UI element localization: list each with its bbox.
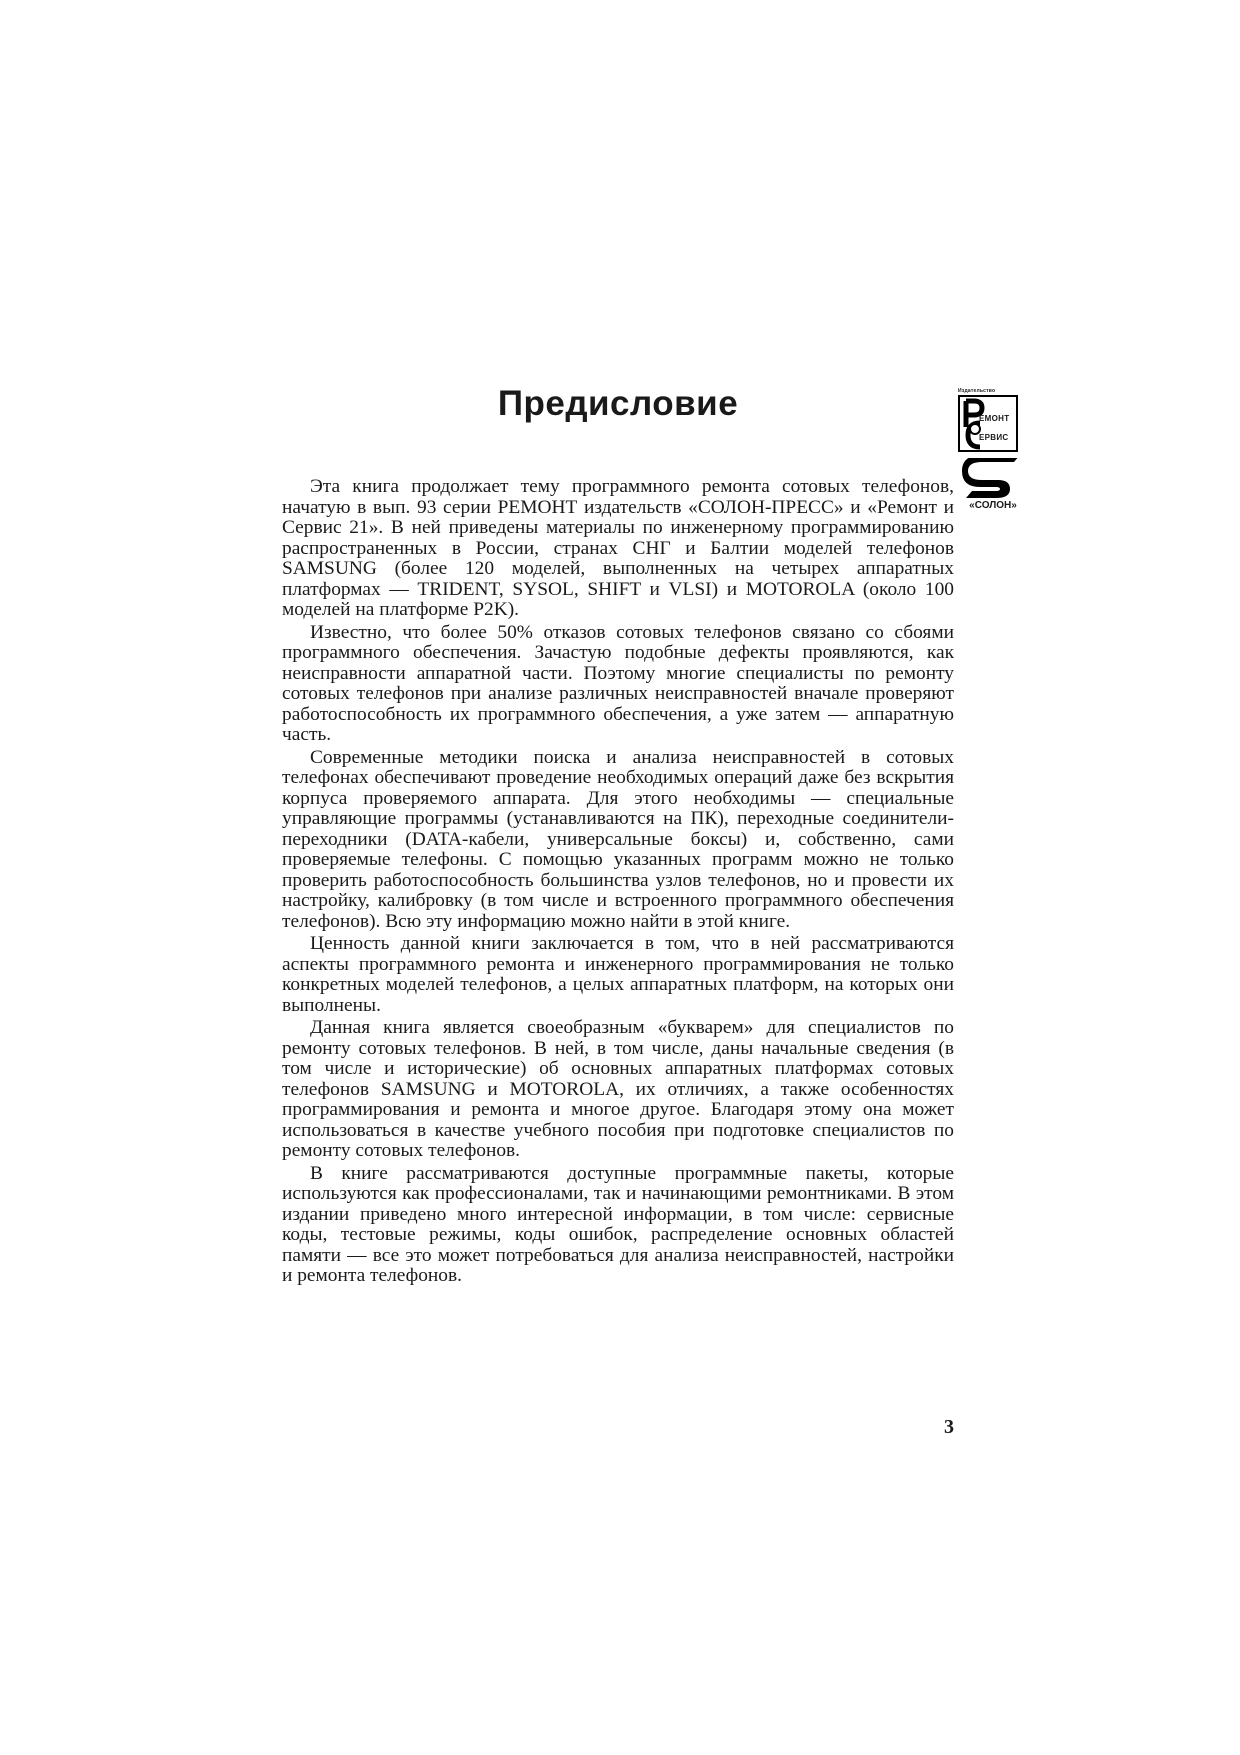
solon-label: «СОЛОН»: [969, 500, 1017, 511]
publisher-caption: Издательство: [958, 388, 996, 394]
solon-s-emblem-icon: [962, 458, 1022, 502]
remont-servis-logo: [956, 388, 1020, 458]
remont-servis-emblem-icon: [960, 397, 1016, 450]
page-number: 3: [944, 1416, 954, 1438]
paragraph: Современные методики поиска и анализа неисправностей в сотовых телефонах обеспечивают проведение необходимых операций даже без вскрытия корпуса проверяемого аппарата. Для этого необходимы — специальные управляющие программы (устанавливаются на ПК), переходные соединители-переходники (DATA-кабели, универсальные боксы) и, собственно, сами проверяемые телефоны. С помощью указанных программ можно не только проверить работоспособность большинства узлов телефонов, но и провести их настройку, калибровку (в том числе и встроенного программного обеспечения телефонов). Всю эту информацию можно найти в этой книге.: [282, 746, 954, 932]
page-title: Предисловие: [497, 384, 739, 423]
publisher-logos: [956, 388, 1030, 514]
preface-body: [282, 477, 954, 1287]
paragraph: Данная книга является своеобразным «букварем» для специалистов по ремонту сотовых телефонов. В ней, в том числе, даны начальные сведения (в том числе и исторические) об основных аппаратных платформах сотовых телефонов SAMSUNG и MOTOROLA, их отличиях, а также особенностях программирования и ремонта и многое другое. Благодаря этому она может использоваться в качестве учебного пособия при подготовке специалистов по ремонту сотовых телефонов.: [282, 1017, 954, 1161]
paragraph: Эта книга продолжает тему программного ремонта сотовых телефонов, начатую в вып. 93 серии РЕМОНТ издательств «СОЛОН-ПРЕСС» и «Ремонт и Сервис 21». В ней приведены материалы по инженерному программированию распространенных в России, странах СНГ и Балтии моделей телефонов SAMSUNG (более 120 моделей, выполненных на четырех аппаратных платформах — TRIDENT, SYSOL, SHIFT и VLSI) и MOTOROLA (около 100 моделей на платформе P2K).: [282, 476, 954, 620]
remont-servis-box: [958, 395, 1018, 452]
remont-word: ЕМОНТ: [979, 414, 1010, 423]
paragraph: Известно, что более 50% отказов сотовых телефонов связано со сбоями программного обеспечения. Зачастую подобные дефекты проявляются, как неисправности аппаратной части. Поэтому многие специалисты по ремонту сотовых телефонов при анализе различных неисправностей вначале проверяют работоспособность их программного обеспечения, а уже затем — аппаратную часть.: [282, 621, 954, 745]
solon-logo: [956, 458, 1030, 514]
servis-word: ЕРВИС: [979, 433, 1009, 442]
paragraph: Ценность данной книги заключается в том, что в ней рассматриваются аспекты программного ремонта и инженерного программирования не только конкретных моделей телефонов, а целых аппаратных платформ, на которых они выполнены.: [282, 933, 954, 1016]
paragraph: В книге рассматриваются доступные программные пакеты, которые используются как профессионалами, так и начинающими ремонтниками. В этом издании приведено много интересной информации, в том числе: сервисные коды, тестовые режимы, коды ошибок, распределение основных областей памяти — все это может потребоваться для анализа неисправностей, настройки и ремонта телефонов.: [282, 1162, 954, 1286]
